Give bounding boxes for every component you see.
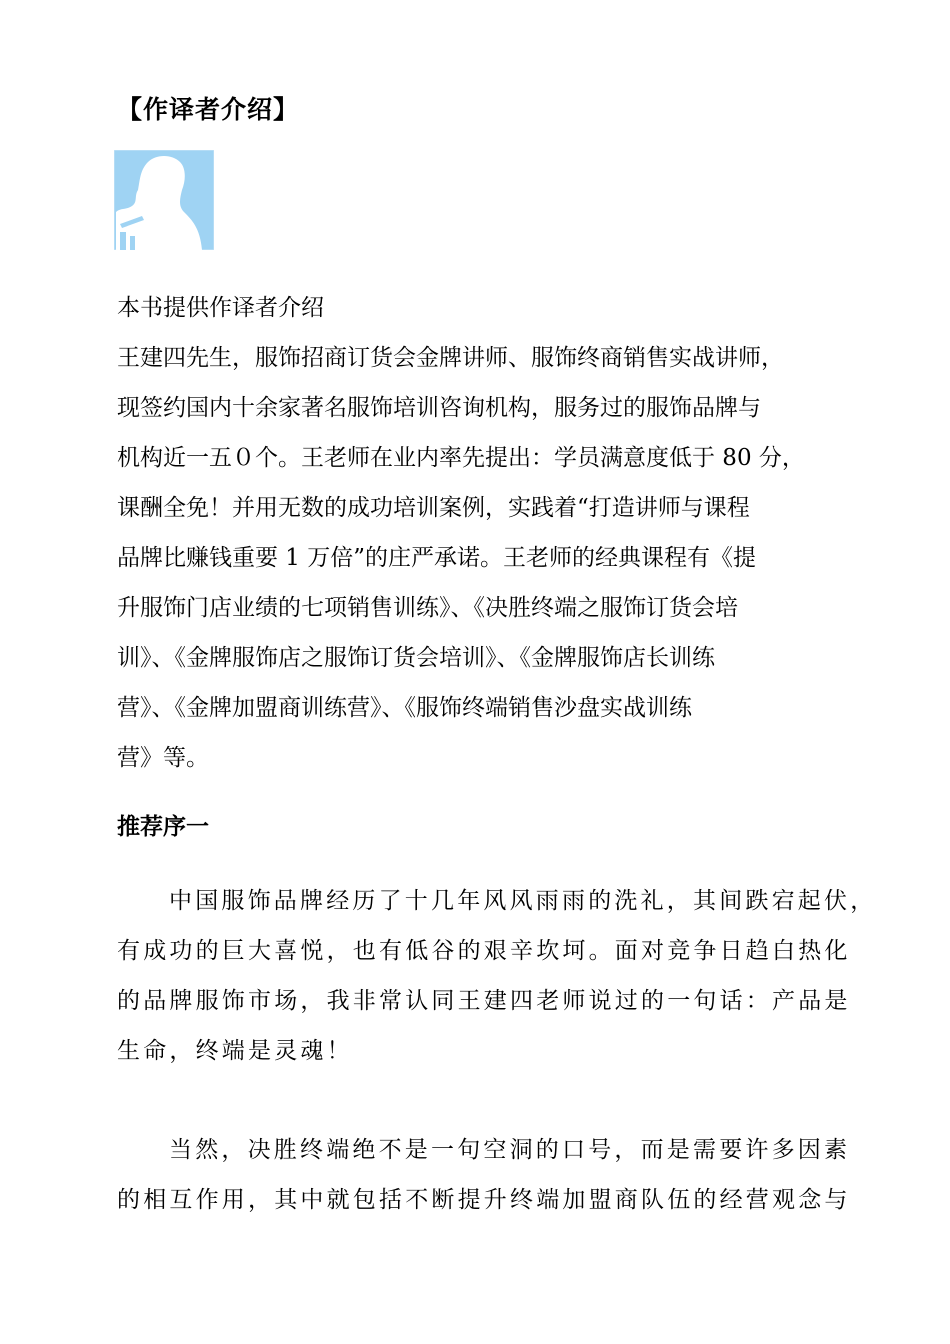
author-intro <box>117 283 857 783</box>
paragraph-line: 有成功的巨大喜悦，也有低谷的艰辛坎坷。面对竞争日趋白热化 <box>117 938 851 964</box>
intro-line: 现签约国内十余家著名服饰培训咨询机构，服务过的服饰品牌与 <box>117 395 761 421</box>
person-silhouette-icon <box>114 150 214 250</box>
paragraph-line: 中国服饰品牌经历了十几年风风雨雨的洗礼，其间跌宕起伏， <box>169 888 877 914</box>
intro-line: 训》、《金牌服饰店之服饰订货会培训》、《金牌服饰店长训练 <box>117 645 715 671</box>
section-title: 【作译者介绍】 <box>117 95 300 124</box>
intro-line: 品牌比赚钱重要 1 万倍”的庄严承诺。王老师的经典课程有《提 <box>117 545 757 571</box>
intro-line: 机构近一五０个。王老师在业内率先提出：学员满意度低于 80 分， <box>117 445 805 471</box>
foreword-title: 推荐序一 <box>117 814 209 840</box>
intro-line: 营》等。 <box>117 745 209 771</box>
paragraph-line: 生命，终端是灵魂！ <box>117 1038 353 1064</box>
intro-line: 课酬全免！并用无数的成功培训案例，实践着“打造讲师与课程 <box>117 495 750 521</box>
intro-line: 本书提供作译者介绍 <box>117 295 324 321</box>
intro-line: 营》、《金牌加盟商训练营》、《服饰终端销售沙盘实战训练 <box>117 695 692 721</box>
foreword-paragraph-1 <box>117 876 877 1076</box>
paragraph-line: 的相互作用，其中就包括不断提升终端加盟商队伍的经营观念与 <box>117 1187 851 1213</box>
intro-line: 升服饰门店业绩的七项销售训练》、《决胜终端之服饰订货会培 <box>117 595 738 621</box>
foreword-paragraph-2 <box>117 1125 862 1225</box>
paragraph-line: 的品牌服饰市场，我非常认同王建四老师说过的一句话：产品是 <box>117 988 851 1014</box>
intro-line: 王建四先生，服饰招商订货会金牌讲师、服饰终商销售实战讲师， <box>117 345 784 371</box>
paragraph-line: 当然，决胜终端绝不是一句空洞的口号，而是需要许多因素 <box>169 1137 851 1163</box>
